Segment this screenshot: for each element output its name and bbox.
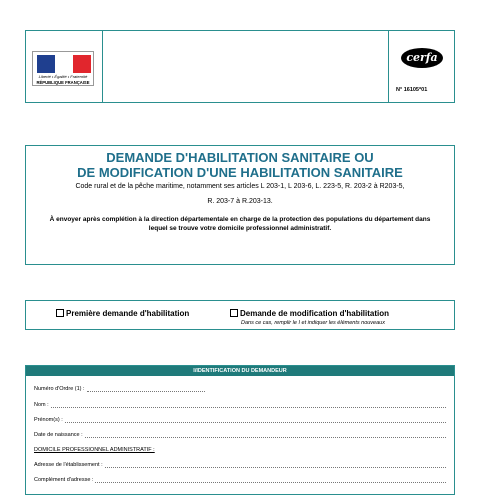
last-name-row: [34, 399, 446, 408]
title-line-2: DE MODIFICATION D'UNE HABILITATION SANITAIRE: [77, 165, 403, 180]
address-complement-label: Complément d'adresse :: [34, 477, 94, 483]
logo-motto: Liberté • Égalité • Fraternité: [38, 74, 88, 79]
modify-request-checkbox[interactable]: [230, 309, 238, 317]
first-name-row: [34, 414, 446, 423]
header-divider-left: [102, 31, 103, 102]
modify-request-label: Demande de modification d'habilitation: [240, 309, 390, 318]
first-request-option[interactable]: [56, 309, 189, 318]
birth-date-label: Date de naissance :: [34, 432, 83, 438]
republique-francaise-logo: [32, 51, 94, 86]
address-field[interactable]: [105, 461, 446, 468]
order-number-label: Numéro d'Ordre (1) :: [34, 386, 85, 392]
address-complement-row: [34, 474, 446, 483]
birth-date-row: [34, 429, 446, 438]
form-header: [25, 30, 455, 103]
header-divider-right: [388, 31, 389, 102]
first-name-field[interactable]: [65, 416, 446, 423]
last-name-field[interactable]: [51, 401, 446, 408]
cerfa-logo: cerfa: [401, 48, 443, 68]
birth-date-field[interactable]: [85, 431, 446, 438]
first-name-label: Prénom(s) :: [34, 417, 63, 423]
first-request-label: Première demande d'habilitation: [66, 309, 190, 318]
section-title-bar: I/IDENTIFICATION DU DEMANDEUR: [26, 366, 454, 376]
domicile-heading-row: [34, 444, 446, 453]
first-request-checkbox[interactable]: [56, 309, 64, 317]
title-line-1: DEMANDE D'HABILITATION SANITAIRE OU: [106, 150, 374, 165]
modify-request-option[interactable]: [230, 309, 389, 318]
request-type-block: [25, 300, 455, 330]
address-row: [34, 459, 446, 468]
cerfa-number: N° 16105*01: [396, 87, 428, 93]
tricolor-flag-icon: [37, 55, 91, 73]
order-number-field[interactable]: [87, 385, 205, 392]
order-number-row: [34, 383, 446, 392]
last-name-label: Nom :: [34, 402, 49, 408]
identification-section: [25, 365, 455, 495]
legal-articles-2: R. 203-7 à R.203-13.: [207, 198, 273, 205]
title-block: [25, 145, 455, 265]
address-label: Adresse de l'établissement :: [34, 462, 103, 468]
send-instruction: À envoyer après complétion à la direction départementale en charge de la protection des populations du département dans lequel se trouve votre domicile professionnel administratif.: [49, 216, 431, 232]
domicile-heading: DOMICILE PROFESSIONNEL ADMINISTRATIF :: [34, 447, 155, 453]
modify-request-note: Dans ce cas, remplir le I et indiquer les éléments nouveaux: [241, 320, 385, 326]
legal-articles-1: Code rural et de la pêche maritime, notamment ses articles L 203-1, L 203-6, L. 223-5, R. 203-2 à R203-5,: [75, 183, 405, 190]
logo-republic: RÉPUBLIQUE FRANÇAISE: [36, 80, 90, 85]
